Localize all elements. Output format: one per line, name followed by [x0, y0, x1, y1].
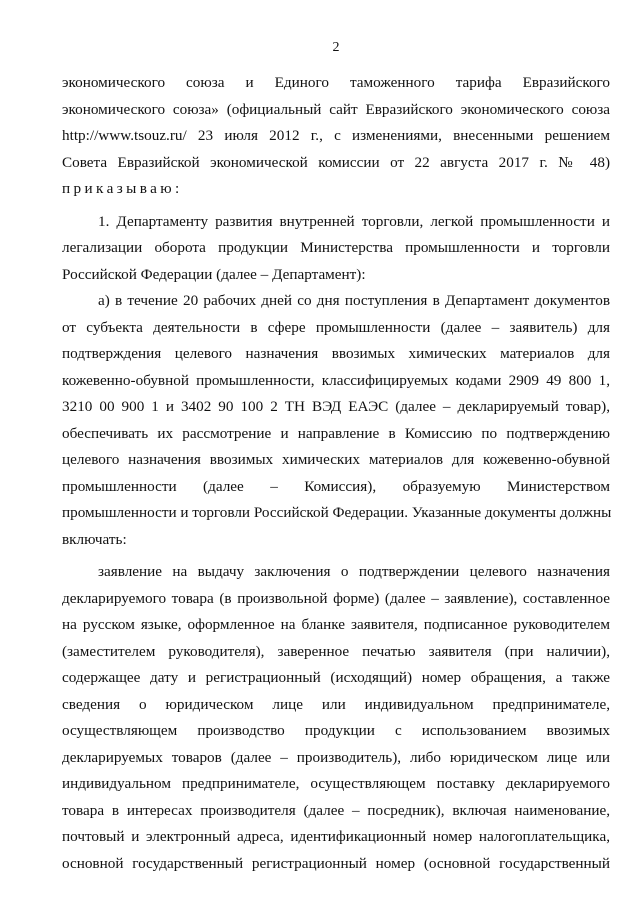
text-line: экономического союза» (официальный сайт Евразийского экономического союза: [62, 100, 610, 118]
text-line: целевого назначения ввозимых химических материалов для кожевенно-обувной: [62, 451, 610, 468]
text-line: http://www.tsouz.ru/ 23 июля 2012 г., с изменениями, внесенными решением: [62, 127, 610, 144]
text-line: товара в интересах производителя (далее – посредник), включая наименование,: [62, 801, 610, 819]
text-line: на русском языке, оформленное на бланке заявителя, подписанное руководителем: [62, 616, 610, 633]
text-line: кожевенно-обувной промышленности, классифицируемых кодами 2909 49 800 1,: [62, 371, 610, 389]
text-line: (заместителем руководителя), заверенное печатью заявителя (при наличии),: [62, 642, 610, 660]
text-line: декларируемых товаров (далее – производитель), либо юридическом лице или: [62, 748, 610, 766]
text-line: Российской Федерации (далее – Департамент):: [62, 265, 366, 283]
text-line: включать:: [62, 530, 127, 548]
text-line: основной государственный регистрационный номер (основной государственный: [62, 854, 610, 872]
text-line: промышленности и торговли Российской Федерации. Указанные документы должны: [62, 504, 612, 521]
text-line: заявление на выдачу заключения о подтверждении целевого назначения: [98, 563, 610, 580]
text-line: индивидуальном предпринимателе, осуществляющем поставку декларируемого: [62, 775, 610, 792]
text-line: 3210 00 900 1 и 3402 90 100 2 ТН ВЭД ЕАЭС (далее – декларируемый товар),: [62, 398, 610, 415]
text-line: промышленности (далее – Комиссия), образуемую Министерством: [62, 477, 610, 495]
text-line: 1. Департаменту развития внутренней торговли, легкой промышленности и: [98, 212, 610, 230]
text-line: декларируемого товара (в произвольной форме) (далее – заявление), составленное: [62, 589, 610, 607]
text-line: Совета Евразийской экономической комиссии от 22 августа 2017 г. № 48): [62, 153, 610, 171]
order-word: приказываю:: [62, 180, 183, 197]
text-line: подтверждения целевого назначения ввозимых химических материалов для: [62, 345, 610, 362]
text-line: почтовый и электронный адреса, идентификационный номер налогоплательщика,: [62, 828, 610, 845]
page-number: 2: [332, 40, 340, 55]
text-line: осуществляющем производство продукции с использованием ввозимых: [62, 722, 610, 739]
text-line: содержащее дату и регистрационный (исходящий) номер обращения, а также: [62, 669, 610, 686]
text-line: а) в течение 20 рабочих дней со дня поступления в Департамент документов: [98, 292, 610, 309]
text-line: сведения о юридическом лице или индивидуальном предпринимателе,: [62, 695, 610, 713]
text-line: обеспечивать их рассмотрение и направление в Комиссию по подтверждению: [62, 424, 610, 442]
text-line: экономического союза и Единого таможенного тарифа Евразийского: [62, 74, 610, 91]
text-line: легализации оборота продукции Министерства промышленности и торговли: [62, 239, 610, 256]
text-line: от субъекта деятельности в сфере промышленности (далее – заявитель) для: [62, 318, 610, 336]
